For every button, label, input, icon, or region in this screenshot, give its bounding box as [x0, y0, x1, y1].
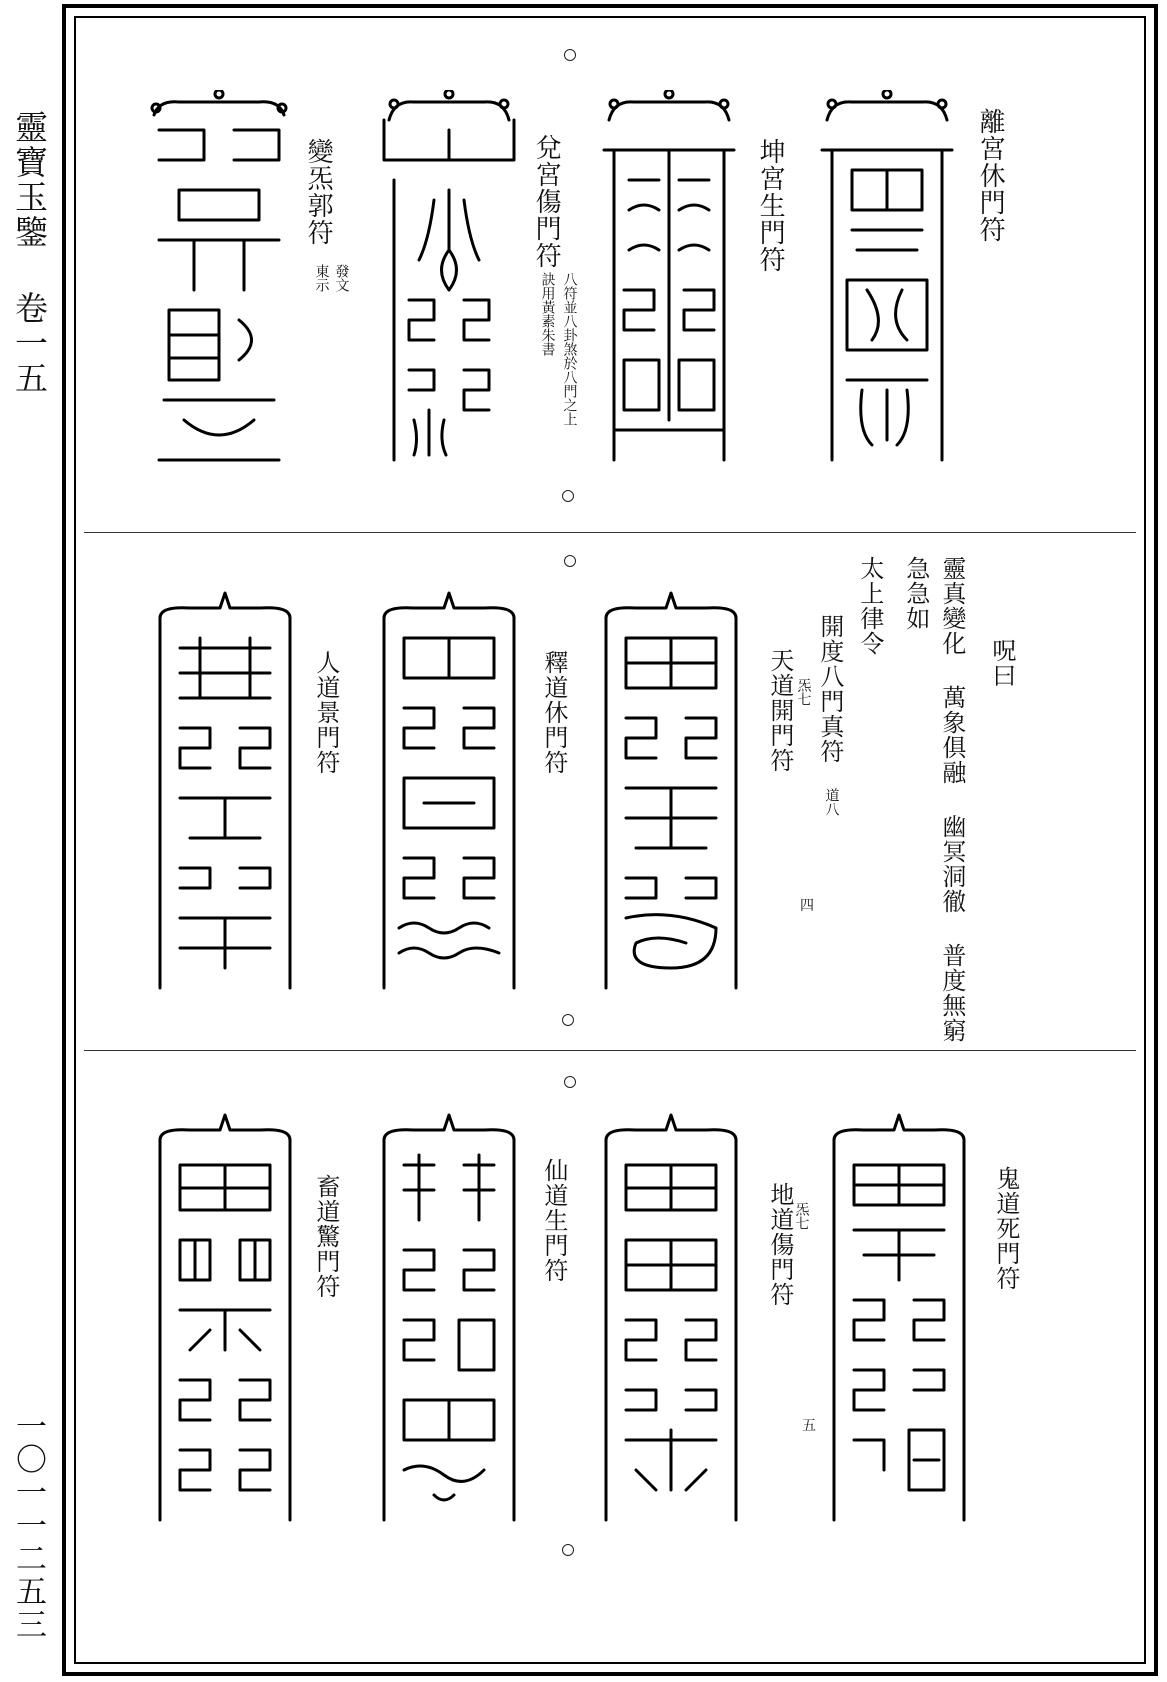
talisman-label-shidao: 釋道休門符: [539, 650, 568, 775]
margin-book-title: 靈寶玉鑒 卷一五: [10, 110, 49, 396]
talisman-label-bianqi: 變炁郭符: [303, 138, 334, 246]
panel-divider: [84, 1050, 1136, 1051]
margin-page-number: 一〇一一二五三: [10, 1410, 46, 1641]
talisman-label-chudao: 畜道驚門符: [311, 1174, 340, 1299]
talisman-label-guidao: 鬼道死門符: [991, 1166, 1020, 1291]
talisman-rendao-jing: [150, 588, 300, 998]
registration-circle: [564, 49, 576, 61]
talisman-note-a: 發文: [333, 264, 350, 292]
talisman-label-kun: 坤宮生門符: [755, 138, 786, 273]
section-heading: 開度八門真符: [815, 614, 844, 764]
registration-circle: [562, 1544, 574, 1556]
incantation-line-2: 靈真變化 萬象俱融 幽冥洞徹 普度無窮: [937, 556, 966, 1043]
talisman-kun-palace: [594, 90, 744, 470]
talisman-note-dui-2: 訣用黃素朱書: [539, 272, 556, 356]
page-frame: [62, 4, 1158, 1676]
incantation-line-3: 急急如: [901, 556, 930, 631]
registration-circle: [562, 490, 574, 502]
incantation-line-1: 呪曰: [987, 638, 1016, 688]
talisman-tiandao-kai: [596, 588, 746, 998]
margin-mark-5: 五: [802, 1418, 816, 1434]
talisman-label-tiandao: 天道開門符: [765, 648, 794, 773]
talisman-label-rendao: 人道景門符: [311, 650, 340, 775]
talisman-note-didao: 炁七: [793, 1202, 810, 1230]
page-frame-inner: [74, 16, 1146, 1664]
talisman-note-b: 東示: [313, 264, 330, 292]
margin-mark: 四: [800, 898, 814, 914]
talisman-dui-palace: [374, 90, 524, 470]
talisman-label-dui: 兌宮傷門符: [531, 134, 562, 269]
registration-circle: [564, 555, 576, 567]
talisman-label-li: 離宮休門符: [975, 108, 1006, 243]
section-heading-note: 道八: [823, 788, 840, 816]
talisman-note-tiandao: 炁七: [795, 678, 812, 706]
talisman-bianqi: [144, 90, 294, 470]
talisman-label-didao: 地道傷門符: [765, 1182, 794, 1307]
talisman-shidao-xiu: [374, 588, 524, 998]
talisman-label-xiandao: 仙道生門符: [539, 1158, 568, 1283]
talisman-xiandao-sheng: [374, 1110, 524, 1530]
talisman-guidao-si: [824, 1110, 974, 1530]
incantation-line-4: 太上律令: [855, 556, 884, 656]
talisman-note-dui: 八符並八卦煞於八門之上: [561, 272, 578, 426]
talisman-chudao-jing: [150, 1110, 300, 1530]
panel-divider: [84, 532, 1136, 533]
talisman-didao-shang: [596, 1110, 746, 1530]
registration-circle: [564, 1076, 576, 1088]
registration-circle: [562, 1014, 574, 1026]
talisman-li-palace: [812, 90, 962, 470]
